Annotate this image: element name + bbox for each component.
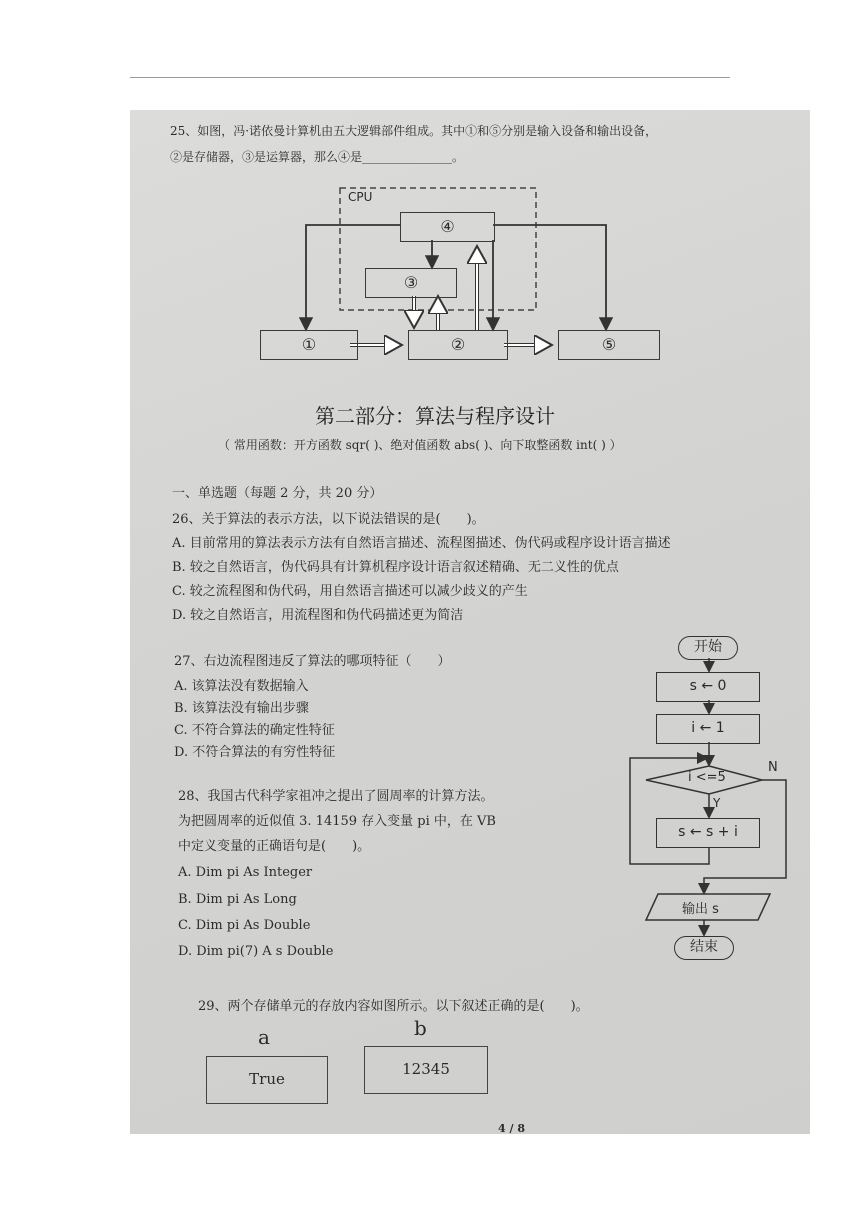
flowchart-start: 开始 (678, 636, 738, 660)
cell-b-value: 12345 (402, 1060, 450, 1078)
page-number: 4 / 8 (498, 1122, 525, 1134)
flowchart-output: 输出 s (682, 902, 719, 917)
part2-subtitle: （ 常用函数：开方函数 sqr( )、绝对值函数 abs( )、向下取整函数 int( ) ） (218, 438, 622, 452)
q27-stem: 27、右边流程图违反了算法的哪项特征（ ） (174, 654, 451, 669)
unit-5-box (558, 330, 660, 360)
top-divider (130, 77, 730, 78)
unit-3-label: ③ (403, 273, 419, 292)
flowchart-step-body: s ← s + i (656, 818, 760, 848)
unit-3-box (365, 268, 457, 298)
q26-option-a: A. 目前常用的算法表示方法有自然语言描述、流程图描述、伪代码或程序设计语言描述 (172, 536, 671, 551)
cell-a-name: a (258, 1025, 270, 1049)
cell-a-value: True (249, 1070, 285, 1088)
flowchart-step-s: s ← 0 (656, 672, 760, 702)
unit-2-label: ② (450, 335, 466, 354)
flowchart-end: 结束 (674, 936, 734, 960)
section-heading: 一、单选题（每题 2 分，共 20 分） (172, 486, 383, 501)
q28-option-b: B. Dim pi As Long (178, 892, 297, 907)
q28-option-d: D. Dim pi(7) A s Double (178, 944, 334, 959)
von-neumann-diagram (250, 180, 690, 370)
q25-line2-text: ②是存储器，③是运算器，那么④是 (170, 150, 363, 164)
q26-option-d: D. 较之自然语言，用流程图和伪代码描述更为简洁 (172, 608, 464, 623)
flowchart-yes-label: Y (713, 796, 721, 810)
q26-stem: 26、关于算法的表示方法，以下说法错误的是( )。 (172, 512, 485, 527)
q25-end: 。 (452, 150, 465, 164)
unit-4-box (400, 212, 495, 242)
q27-option-b: B. 该算法没有输出步骤 (174, 701, 309, 716)
unit-4-label: ④ (440, 217, 455, 236)
flowchart-no-label: N (768, 760, 778, 775)
cell-b-name: b (414, 1016, 427, 1040)
q28-option-a: A. Dim pi As Integer (178, 865, 313, 880)
exam-page-photo (130, 110, 810, 1134)
unit-1-label: ① (301, 335, 317, 354)
flowchart (618, 630, 798, 960)
q26-option-b: B. 较之自然语言，伪代码具有计算机程序设计语言叙述精确、无二义性的优点 (172, 560, 619, 575)
q25-line2 (170, 148, 464, 165)
q29-stem: 29、两个存储单元的存放内容如图所示。以下叙述正确的是( )。 (198, 999, 589, 1014)
unit-5-label: ⑤ (601, 335, 617, 354)
q28-line1: 28、我国古代科学家祖冲之提出了圆周率的计算方法。 (178, 789, 494, 804)
unit-1-box (260, 330, 358, 360)
q25-line1: 25、如图，冯·诺依曼计算机由五大逻辑部件组成。其中①和⑤分别是输入设备和输出设备， (170, 124, 658, 138)
q27-option-a: A. 该算法没有数据输入 (174, 679, 309, 694)
q28-line2: 为把圆周率的近似值 3. 14159 存入变量 pi 中，在 VB (178, 814, 496, 829)
unit-2-box (408, 330, 508, 360)
q27-option-c: C. 不符合算法的确定性特征 (174, 723, 335, 738)
part2-title: 第二部分：算法与程序设计 (315, 404, 555, 428)
flowchart-condition: i <=5 (688, 770, 726, 785)
q27-option-d: D. 不符合算法的有穷性特征 (174, 745, 336, 760)
cpu-label: CPU (348, 190, 373, 204)
memory-cell-a (206, 1056, 328, 1104)
q25-blank: _______________ (362, 150, 453, 164)
q26-option-c: C. 较之流程图和伪代码，用自然语言描述可以减少歧义的产生 (172, 584, 528, 599)
q28-option-c: C. Dim pi As Double (178, 918, 311, 933)
flowchart-step-i: i ← 1 (656, 714, 760, 744)
q28-line3: 中定义变量的正确语句是( )。 (178, 839, 371, 854)
memory-cell-b (364, 1046, 488, 1094)
